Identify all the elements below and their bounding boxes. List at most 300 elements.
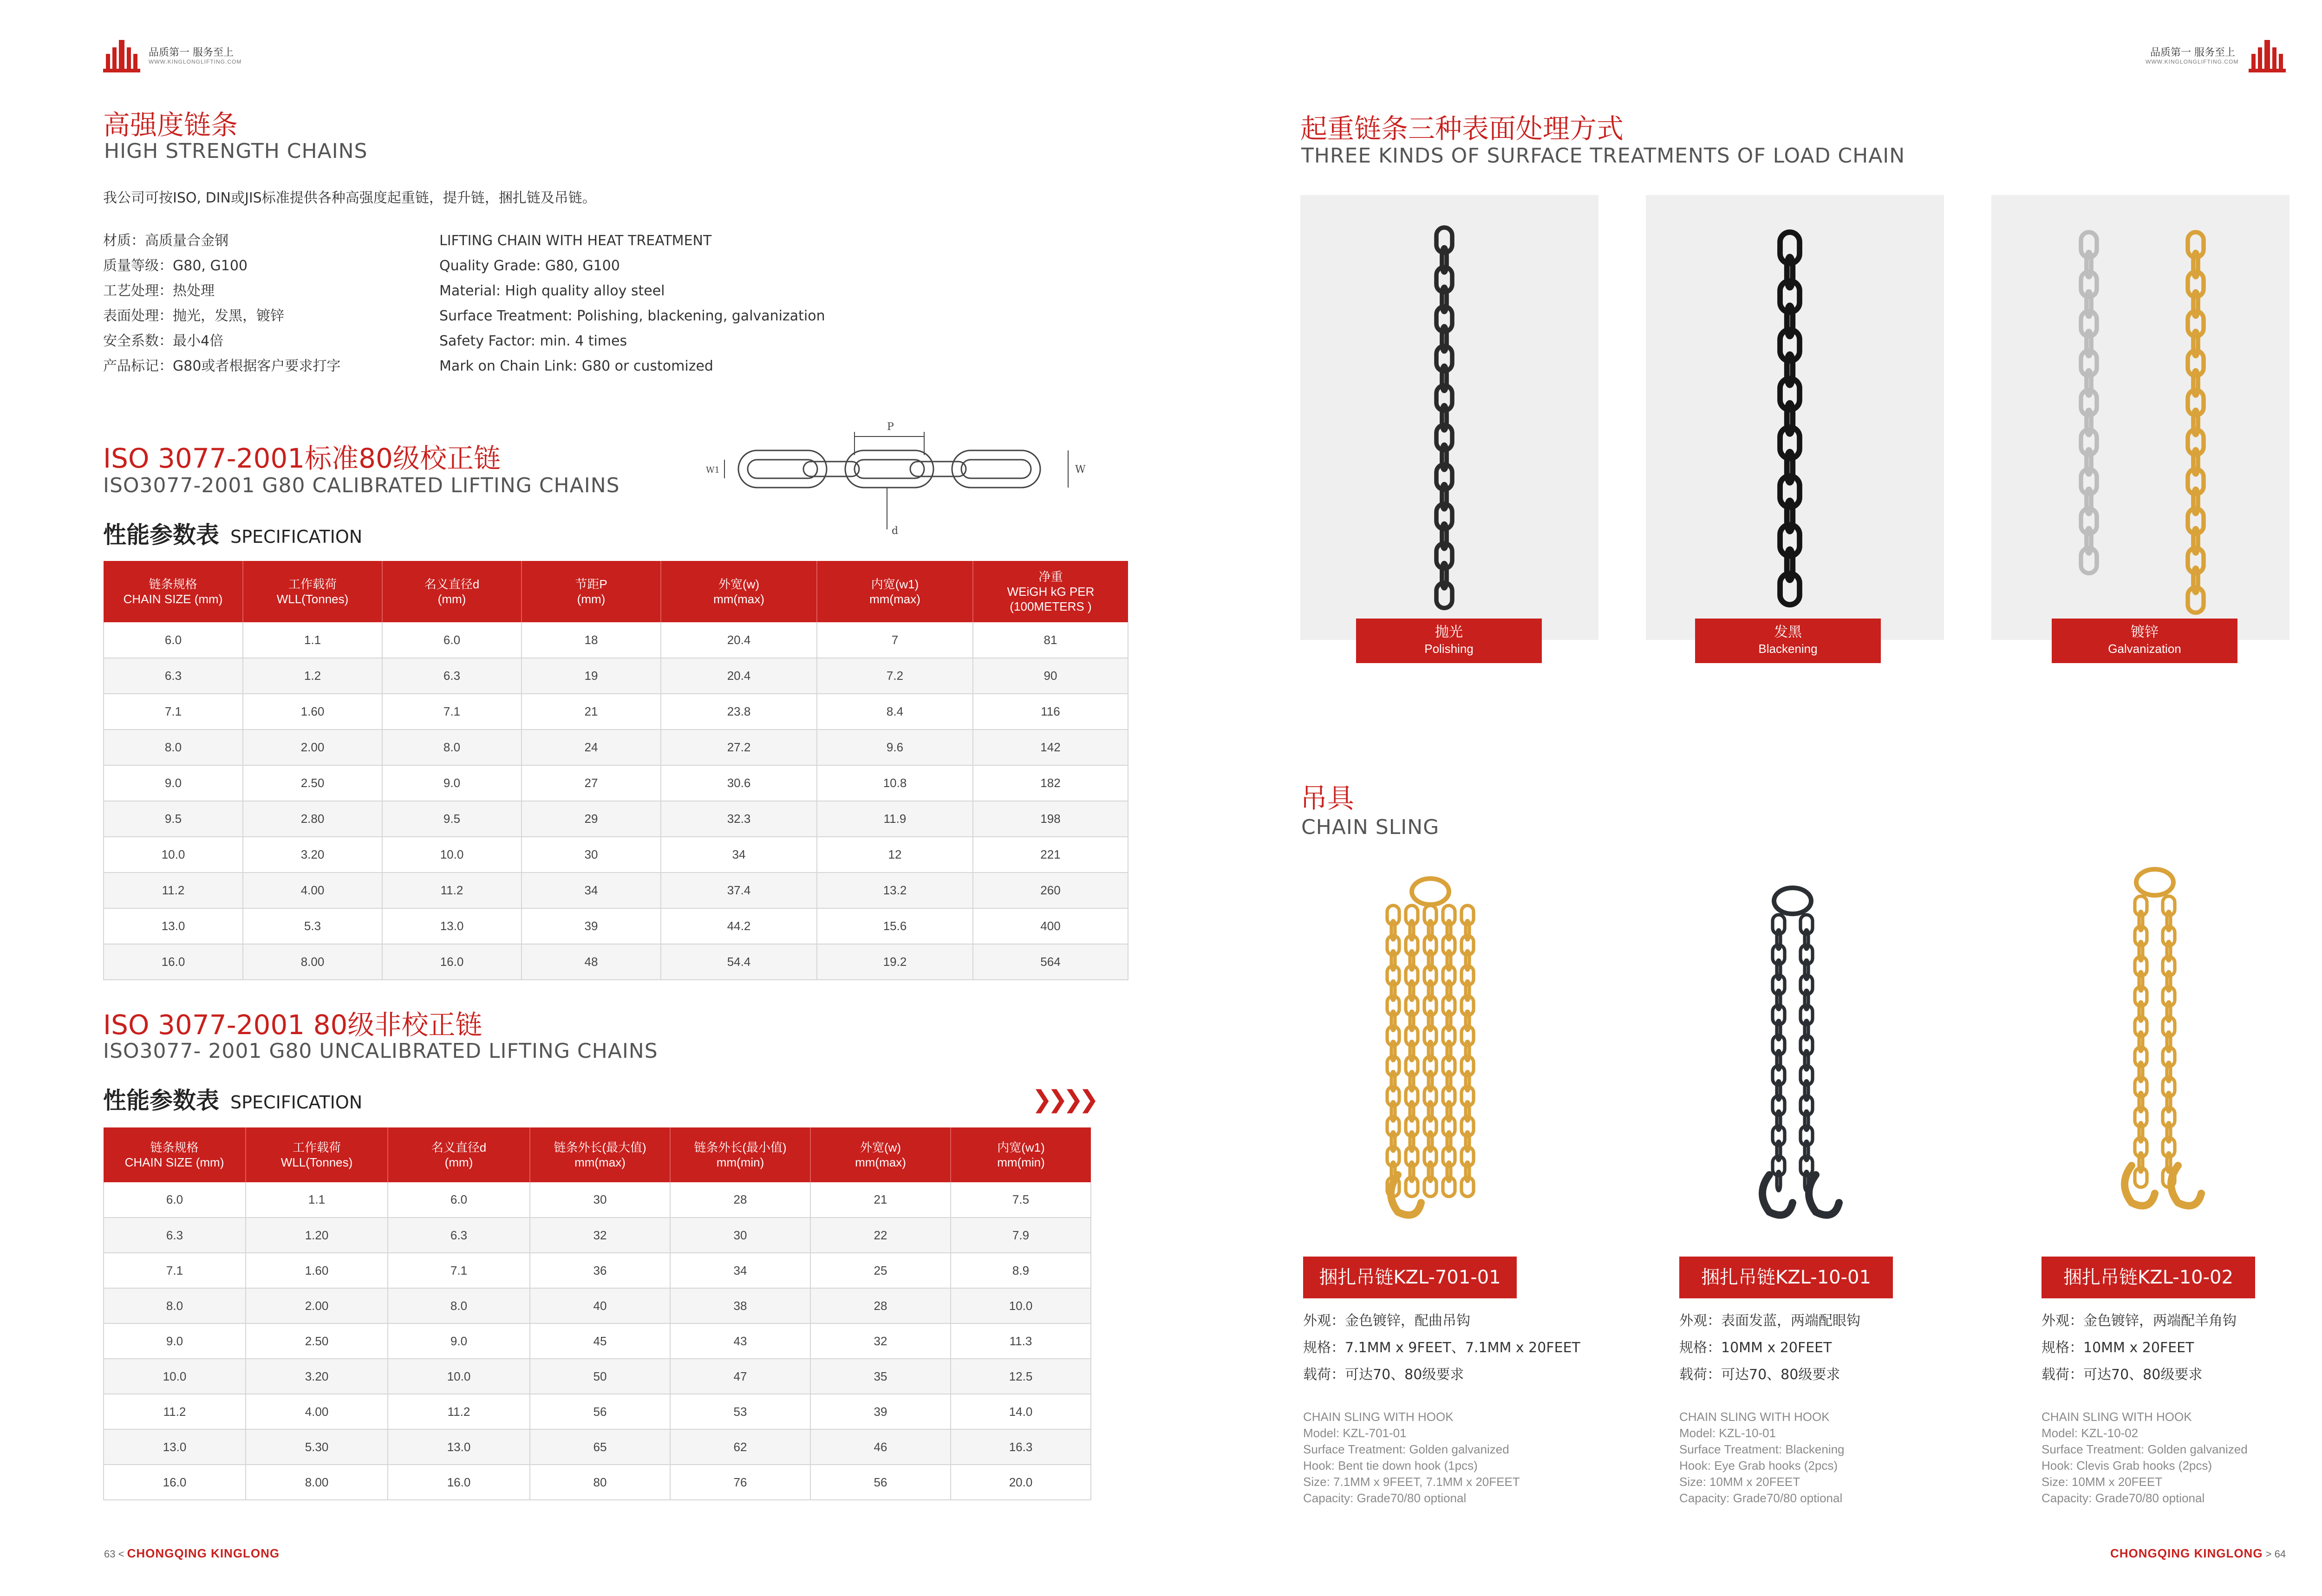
table-cell: 16.0 (388, 1465, 530, 1500)
prop-cn: 质量等级：G80, G100 (103, 258, 248, 274)
surface-title-cn: 起重链条三种表面处理方式 (1300, 113, 1624, 144)
table-row (104, 801, 1128, 837)
prop-cn: 材质：高质量合金钢 (103, 233, 228, 249)
table-cell: 34 (670, 1253, 810, 1288)
column-header (243, 561, 382, 622)
sling-name-3: 捆扎吊链KZL-10-02 (2042, 1257, 2255, 1298)
footer-right (2110, 1546, 2286, 1561)
badge-en: Polishing (1424, 642, 1474, 656)
table-row (104, 694, 1128, 730)
table-cell: 32 (810, 1323, 951, 1359)
sling-image-kzl-10-02 (2062, 864, 2248, 1226)
brand-logo-left (102, 38, 279, 75)
sling-desc-en-3 (2042, 1409, 2248, 1506)
badge-en: Blackening (1758, 642, 1818, 656)
table-cell: 9.0 (382, 765, 522, 801)
desc-line: Capacity: Grade70/80 optional (1303, 1491, 1467, 1505)
table-cell: 24 (522, 730, 661, 765)
table-cell: 7.1 (388, 1253, 530, 1288)
prop-cn: 安全系数：最小4倍 (103, 333, 224, 349)
table-cell: 8.4 (817, 694, 973, 730)
table-cell: 8.00 (246, 1465, 388, 1500)
table1-spec-heading (103, 516, 362, 550)
table1-title-cn: ISO 3077-2001标准80级校正链 (103, 443, 501, 474)
table-cell: 8.0 (388, 1288, 530, 1323)
table-cell: 2.50 (246, 1323, 388, 1359)
table-cell: 76 (670, 1465, 810, 1500)
table-cell: 13.0 (388, 1429, 530, 1465)
table-row (104, 944, 1128, 980)
table-cell: 65 (530, 1429, 670, 1465)
header-line: (mm) (577, 592, 606, 606)
table-cell: 30 (522, 837, 661, 873)
props-cn-list (103, 228, 340, 379)
table-cell: 182 (973, 765, 1128, 801)
table-cell: 50 (530, 1359, 670, 1394)
badge-cn: 镀锌 (2131, 624, 2159, 640)
footer-left (104, 1546, 280, 1561)
table-cell: 5.30 (246, 1429, 388, 1465)
sling-desc-cn-3 (2042, 1308, 2237, 1388)
header-line: 名义直径d (431, 1140, 487, 1154)
table-cell: 3.20 (246, 1359, 388, 1394)
prop-en: Surface Treatment: Polishing, blackening, galvanization (439, 308, 825, 324)
table-cell: 28 (810, 1288, 951, 1323)
table-cell: 6.3 (382, 658, 522, 694)
badge-cn: 抛光 (1435, 624, 1463, 640)
table-cell: 37.4 (661, 873, 817, 908)
table-cell: 10.0 (104, 1359, 246, 1394)
logo-slogan: 品质第一 服务至上 (2150, 47, 2235, 59)
table-cell: 21 (522, 694, 661, 730)
spec-en-label: SPECIFICATION (230, 1092, 363, 1113)
table-cell: 1.2 (243, 658, 382, 694)
header-line: CHAIN SIZE (mm) (124, 1155, 224, 1169)
footer-brand: CHONGQING KINGLONG (127, 1546, 280, 1560)
table-cell: 13.0 (382, 908, 522, 944)
header-line: (mm) (437, 592, 466, 606)
header-line: mm(max) (855, 1155, 906, 1169)
table-cell: 6.0 (104, 622, 243, 658)
table-cell: 11.2 (382, 873, 522, 908)
table-cell: 13.0 (104, 1429, 246, 1465)
header-line: (mm) (444, 1155, 473, 1169)
header-line: (100METERS ) (1010, 599, 1092, 613)
table-cell: 10.8 (817, 765, 973, 801)
footer-brand: CHONGQING KINGLONG (2110, 1546, 2263, 1560)
desc-line: Size: 10MM x 20FEET (2042, 1475, 2163, 1489)
column-header (104, 561, 243, 622)
desc-line: 载荷：可达70、80级要求 (1679, 1367, 1840, 1383)
prop-cn: 工艺处理：热处理 (103, 283, 215, 299)
desc-line: 规格：10MM x 20FEET (1679, 1340, 1832, 1356)
table-cell: 10.0 (104, 837, 243, 873)
table-cell: 7.1 (382, 694, 522, 730)
badge-galvanization (2052, 619, 2237, 663)
table-cell: 21 (810, 1182, 951, 1218)
table-cell: 9.5 (104, 801, 243, 837)
table-cell: 221 (973, 837, 1128, 873)
table-cell: 1.1 (243, 622, 382, 658)
logo-slogan: 品质第一 服务至上 (149, 47, 234, 59)
table-row (104, 837, 1128, 873)
table-cell: 11.2 (388, 1394, 530, 1429)
table-cell: 116 (973, 694, 1128, 730)
spec-cn-label: 性能参数表 (103, 1087, 219, 1114)
table-cell: 11.2 (104, 1394, 246, 1429)
table-cell: 6.0 (388, 1182, 530, 1218)
table-cell: 4.00 (243, 873, 382, 908)
desc-line: Surface Treatment: Golden galvanized (1303, 1442, 1509, 1456)
table-row (104, 730, 1128, 765)
desc-line: CHAIN SLING WITH HOOK (2042, 1410, 2192, 1424)
table-cell: 16.0 (104, 944, 243, 980)
table-cell: 32 (530, 1218, 670, 1253)
header-line: mm(max) (713, 592, 764, 606)
table-cell: 1.1 (246, 1182, 388, 1218)
column-header (104, 1127, 246, 1182)
table-cell: 90 (973, 658, 1128, 694)
table-cell: 4.00 (246, 1394, 388, 1429)
table-cell: 7.1 (104, 694, 243, 730)
table-cell: 23.8 (661, 694, 817, 730)
table-row (104, 873, 1128, 908)
table-cell: 27.2 (661, 730, 817, 765)
footer-separator: > (2265, 1548, 2272, 1560)
photo-blackening (1646, 195, 1944, 640)
table-cell: 16.0 (382, 944, 522, 980)
chain-link (1777, 1172, 1781, 1191)
column-header (382, 561, 522, 622)
header-line: 净重 (1038, 570, 1063, 584)
column-header (817, 561, 973, 622)
column-header (530, 1127, 670, 1182)
table-cell: 56 (530, 1394, 670, 1429)
table-cell: 9.0 (388, 1323, 530, 1359)
header-line: 外宽(w) (718, 577, 760, 591)
table-cell: 43 (670, 1323, 810, 1359)
table-header-row (104, 1127, 1091, 1182)
desc-line: 外观：表面发蓝，两端配眼钩 (1679, 1313, 1860, 1329)
table-row (104, 1359, 1091, 1394)
table-cell: 11.2 (104, 873, 243, 908)
diagram-label-w: W (1075, 464, 1086, 476)
prop-en: LIFTING CHAIN WITH HEAT TREATMENT (439, 233, 712, 249)
table-cell: 30 (530, 1182, 670, 1218)
header-line: 内宽(w1) (997, 1140, 1045, 1154)
header-line: 链条外长(最小值) (694, 1140, 787, 1154)
desc-line: Size: 7.1MM x 9FEET, 7.1MM x 20FEET (1303, 1475, 1520, 1489)
header-line: 链条外长(最大值) (554, 1140, 646, 1154)
tower-logo-icon (2248, 38, 2287, 75)
header-line: mm(min) (716, 1155, 764, 1169)
table-cell: 6.0 (382, 622, 522, 658)
table-cell: 260 (973, 873, 1128, 908)
table2-title-en: ISO3077- 2001 G80 UNCALIBRATED LIFTING CHAINS (103, 1039, 658, 1063)
table-cell: 9.0 (104, 765, 243, 801)
table-cell: 3.20 (243, 837, 382, 873)
sling-title-cn: 吊具 (1300, 782, 1355, 814)
table-cell: 1.60 (243, 694, 382, 730)
desc-line: 外观：金色镀锌，配曲吊钩 (1303, 1313, 1470, 1329)
table-cell: 46 (810, 1429, 951, 1465)
prop-en: Quality Grade: G80, G100 (439, 258, 620, 274)
sling-title-en: CHAIN SLING (1301, 815, 1440, 839)
desc-line: Surface Treatment: Blackening (1679, 1442, 1845, 1456)
table-cell: 7 (817, 622, 973, 658)
table-row (104, 1253, 1091, 1288)
table-cell: 6.3 (104, 658, 243, 694)
header-line: mm(min) (997, 1155, 1045, 1169)
table-cell: 47 (670, 1359, 810, 1394)
table-row (104, 1323, 1091, 1359)
column-header (670, 1127, 810, 1182)
desc-line: 外观：金色镀锌，两端配羊角钩 (2042, 1313, 2237, 1329)
table-row (104, 1288, 1091, 1323)
table-cell: 38 (670, 1288, 810, 1323)
table-cell: 34 (661, 837, 817, 873)
column-header (522, 561, 661, 622)
table-cell: 9.0 (104, 1323, 246, 1359)
table-cell: 39 (522, 908, 661, 944)
header-line: 链条规格 (150, 1140, 199, 1154)
header-line: WLL(Tonnes) (280, 1155, 353, 1169)
table-cell: 16.3 (951, 1429, 1091, 1465)
table-cell: 2.00 (246, 1288, 388, 1323)
table-cell: 6.3 (388, 1218, 530, 1253)
table-row (104, 658, 1128, 694)
table-row (104, 1218, 1091, 1253)
prop-cn: 表面处理：抛光，发黑，镀锌 (103, 308, 284, 324)
table-cell: 54.4 (661, 944, 817, 980)
sling-ring (2136, 869, 2173, 895)
desc-line: Model: KZL-10-01 (1679, 1426, 1776, 1440)
sling-ring (1774, 888, 1811, 914)
header-line: WEiGH kG PER (1007, 585, 1095, 599)
desc-line: CHAIN SLING WITH HOOK (1303, 1410, 1454, 1424)
badge-blackening (1695, 619, 1881, 663)
table-cell: 9.6 (817, 730, 973, 765)
chain-dimension-diagram (697, 418, 1096, 539)
sling-ring (1412, 879, 1449, 905)
table-cell: 11.9 (817, 801, 973, 837)
table-cell: 27 (522, 765, 661, 801)
page-title-en: HIGH STRENGTH CHAINS (104, 139, 368, 163)
desc-line: 载荷：可达70、80级要求 (1303, 1367, 1464, 1383)
sling-desc-cn-1 (1303, 1308, 1580, 1388)
header-line: 内宽(w1) (871, 577, 919, 591)
header-line: mm(max) (869, 592, 920, 606)
table-cell: 32.3 (661, 801, 817, 837)
table-row (104, 1182, 1091, 1218)
table-cell: 22 (810, 1218, 951, 1253)
table-cell: 10.0 (388, 1359, 530, 1394)
table-cell: 35 (810, 1359, 951, 1394)
logo-url: WWW.KINGLONGLIFTING.COM (149, 59, 242, 65)
desc-line: Size: 10MM x 20FEET (1679, 1475, 1800, 1489)
diagram-label-p: P (887, 421, 894, 433)
footer-separator: < (118, 1548, 124, 1560)
table-cell: 12.5 (951, 1359, 1091, 1394)
table-cell: 13.0 (104, 908, 243, 944)
table-cell: 1.20 (246, 1218, 388, 1253)
table-cell: 14.0 (951, 1394, 1091, 1429)
table-cell: 8.00 (243, 944, 382, 980)
table-cell: 80 (530, 1465, 670, 1500)
photo-galvanization (1991, 195, 2289, 640)
badge-en: Galvanization (2108, 642, 2181, 656)
desc-line: 规格：7.1MM x 9FEET、7.1MM x 20FEET (1303, 1340, 1580, 1356)
table-row (104, 908, 1128, 944)
table-cell: 56 (810, 1465, 951, 1500)
logo-url: WWW.KINGLONGLIFTING.COM (2146, 59, 2239, 65)
diagram-label-w1: W1 (706, 465, 720, 475)
sling-name-1: 捆扎吊链KZL-701-01 (1303, 1257, 1517, 1298)
sling-name-2: 捆扎吊链KZL-10-01 (1679, 1257, 1893, 1298)
column-header (951, 1127, 1091, 1182)
table-cell: 30 (670, 1218, 810, 1253)
desc-line: Hook: Eye Grab hooks (2pcs) (1679, 1459, 1838, 1472)
desc-line: Hook: Clevis Grab hooks (2pcs) (2042, 1459, 2212, 1472)
table-cell: 8.0 (382, 730, 522, 765)
table-cell: 5.3 (243, 908, 382, 944)
uncalibrated-spec-table (103, 1127, 1091, 1500)
table-cell: 13.2 (817, 873, 973, 908)
column-header (388, 1127, 530, 1182)
table-cell: 10.0 (951, 1288, 1091, 1323)
column-header (661, 561, 817, 622)
table-cell: 81 (973, 622, 1128, 658)
hook-icon (1809, 1175, 1839, 1215)
prop-en: Safety Factor: min. 4 times (439, 333, 627, 349)
table-cell: 39 (810, 1394, 951, 1429)
table-cell: 8.9 (951, 1253, 1091, 1288)
desc-line: Hook: Bent tie down hook (1pcs) (1303, 1459, 1478, 1472)
diagram-label-d: d (892, 525, 899, 537)
table-cell: 20.4 (661, 658, 817, 694)
page-title-cn: 高强度链条 (103, 109, 238, 141)
table-cell: 7.1 (104, 1253, 246, 1288)
header-line: 工作载荷 (288, 577, 337, 591)
desc-line: CHAIN SLING WITH HOOK (1679, 1410, 1830, 1424)
table-cell: 20.0 (951, 1465, 1091, 1500)
desc-line: Capacity: Grade70/80 optional (1679, 1491, 1843, 1505)
table-cell: 40 (530, 1288, 670, 1323)
desc-line: 规格：10MM x 20FEET (2042, 1340, 2194, 1356)
table-cell: 10.0 (382, 837, 522, 873)
header-line: 外宽(w) (860, 1140, 901, 1154)
table-cell: 30.6 (661, 765, 817, 801)
table-cell: 142 (973, 730, 1128, 765)
table-header-row (104, 561, 1128, 622)
table-row (104, 1394, 1091, 1429)
table-row (104, 1429, 1091, 1465)
table-cell: 45 (530, 1323, 670, 1359)
props-en-list (439, 228, 825, 379)
surface-title-en: THREE KINDS OF SURFACE TREATMENTS OF LOAD CHAIN (1301, 144, 1905, 168)
table-cell: 8.0 (104, 730, 243, 765)
header-line: 工作载荷 (292, 1140, 341, 1154)
photo-polishing (1300, 195, 1598, 640)
table-cell: 400 (973, 908, 1128, 944)
table-cell: 34 (522, 873, 661, 908)
header-line: WLL(Tonnes) (276, 592, 349, 606)
column-header (810, 1127, 951, 1182)
desc-line: Model: KZL-10-02 (2042, 1426, 2139, 1440)
table-row (104, 1465, 1091, 1500)
table-cell: 2.80 (243, 801, 382, 837)
tower-logo-icon (102, 38, 141, 75)
table-cell: 6.3 (104, 1218, 246, 1253)
sling-image-kzl-701-01 (1337, 873, 1523, 1235)
table-cell: 16.0 (104, 1465, 246, 1500)
table-cell: 198 (973, 801, 1128, 837)
header-line: mm(max) (574, 1155, 626, 1169)
header-line: 节距P (575, 577, 607, 591)
header-line: 链条规格 (149, 577, 197, 591)
hook-icon (2171, 1166, 2201, 1206)
sling-desc-cn-2 (1679, 1308, 1860, 1388)
table-cell: 7.2 (817, 658, 973, 694)
table-cell: 564 (973, 944, 1128, 980)
table-cell: 20.4 (661, 622, 817, 658)
page-number: 63 (104, 1548, 116, 1560)
table-cell: 7.5 (951, 1182, 1091, 1218)
sling-desc-en-1 (1303, 1409, 1520, 1506)
calibrated-spec-table (103, 561, 1128, 980)
chevron-right-icon: ❯❯❯❯ (1032, 1086, 1095, 1113)
sling-desc-en-2 (1679, 1409, 1845, 1506)
table-cell: 48 (522, 944, 661, 980)
table-cell: 25 (810, 1253, 951, 1288)
table-cell: 19 (522, 658, 661, 694)
table-cell: 44.2 (661, 908, 817, 944)
table-cell: 8.0 (104, 1288, 246, 1323)
table-cell: 15.6 (817, 908, 973, 944)
desc-line: Surface Treatment: Golden galvanized (2042, 1442, 2248, 1456)
table-cell: 19.2 (817, 944, 973, 980)
badge-polishing (1356, 619, 1542, 663)
table-row (104, 765, 1128, 801)
table-cell: 2.00 (243, 730, 382, 765)
chain-image (1991, 195, 2289, 640)
table-cell: 28 (670, 1182, 810, 1218)
desc-line: Model: KZL-701-01 (1303, 1426, 1407, 1440)
intro-text: 我公司可按ISO, DIN或JIS标准提供各种高强度起重链，提升链，捆扎链及吊链。 (103, 190, 596, 206)
table-cell: 18 (522, 622, 661, 658)
prop-en: Material: High quality alloy steel (439, 283, 665, 299)
badge-cn: 发黑 (1774, 624, 1802, 640)
desc-line: 载荷：可达70、80级要求 (2042, 1367, 2203, 1383)
chain-image (1646, 195, 1944, 640)
header-line: CHAIN SIZE (mm) (123, 592, 223, 606)
table-cell: 1.60 (246, 1253, 388, 1288)
desc-line: Capacity: Grade70/80 optional (2042, 1491, 2205, 1505)
column-header (246, 1127, 388, 1182)
table-cell: 7.9 (951, 1218, 1091, 1253)
table-cell: 2.50 (243, 765, 382, 801)
spec-cn-label: 性能参数表 (103, 521, 219, 548)
table-cell: 36 (530, 1253, 670, 1288)
table-cell: 12 (817, 837, 973, 873)
table-cell: 62 (670, 1429, 810, 1465)
table-row (104, 622, 1128, 658)
prop-cn: 产品标记：G80或者根据客户要求打字 (103, 358, 341, 374)
spec-en-label: SPECIFICATION (230, 527, 363, 547)
table-cell: 11.3 (951, 1323, 1091, 1359)
table2-spec-heading (103, 1082, 362, 1115)
prop-en: Mark on Chain Link: G80 or customized (439, 358, 713, 374)
